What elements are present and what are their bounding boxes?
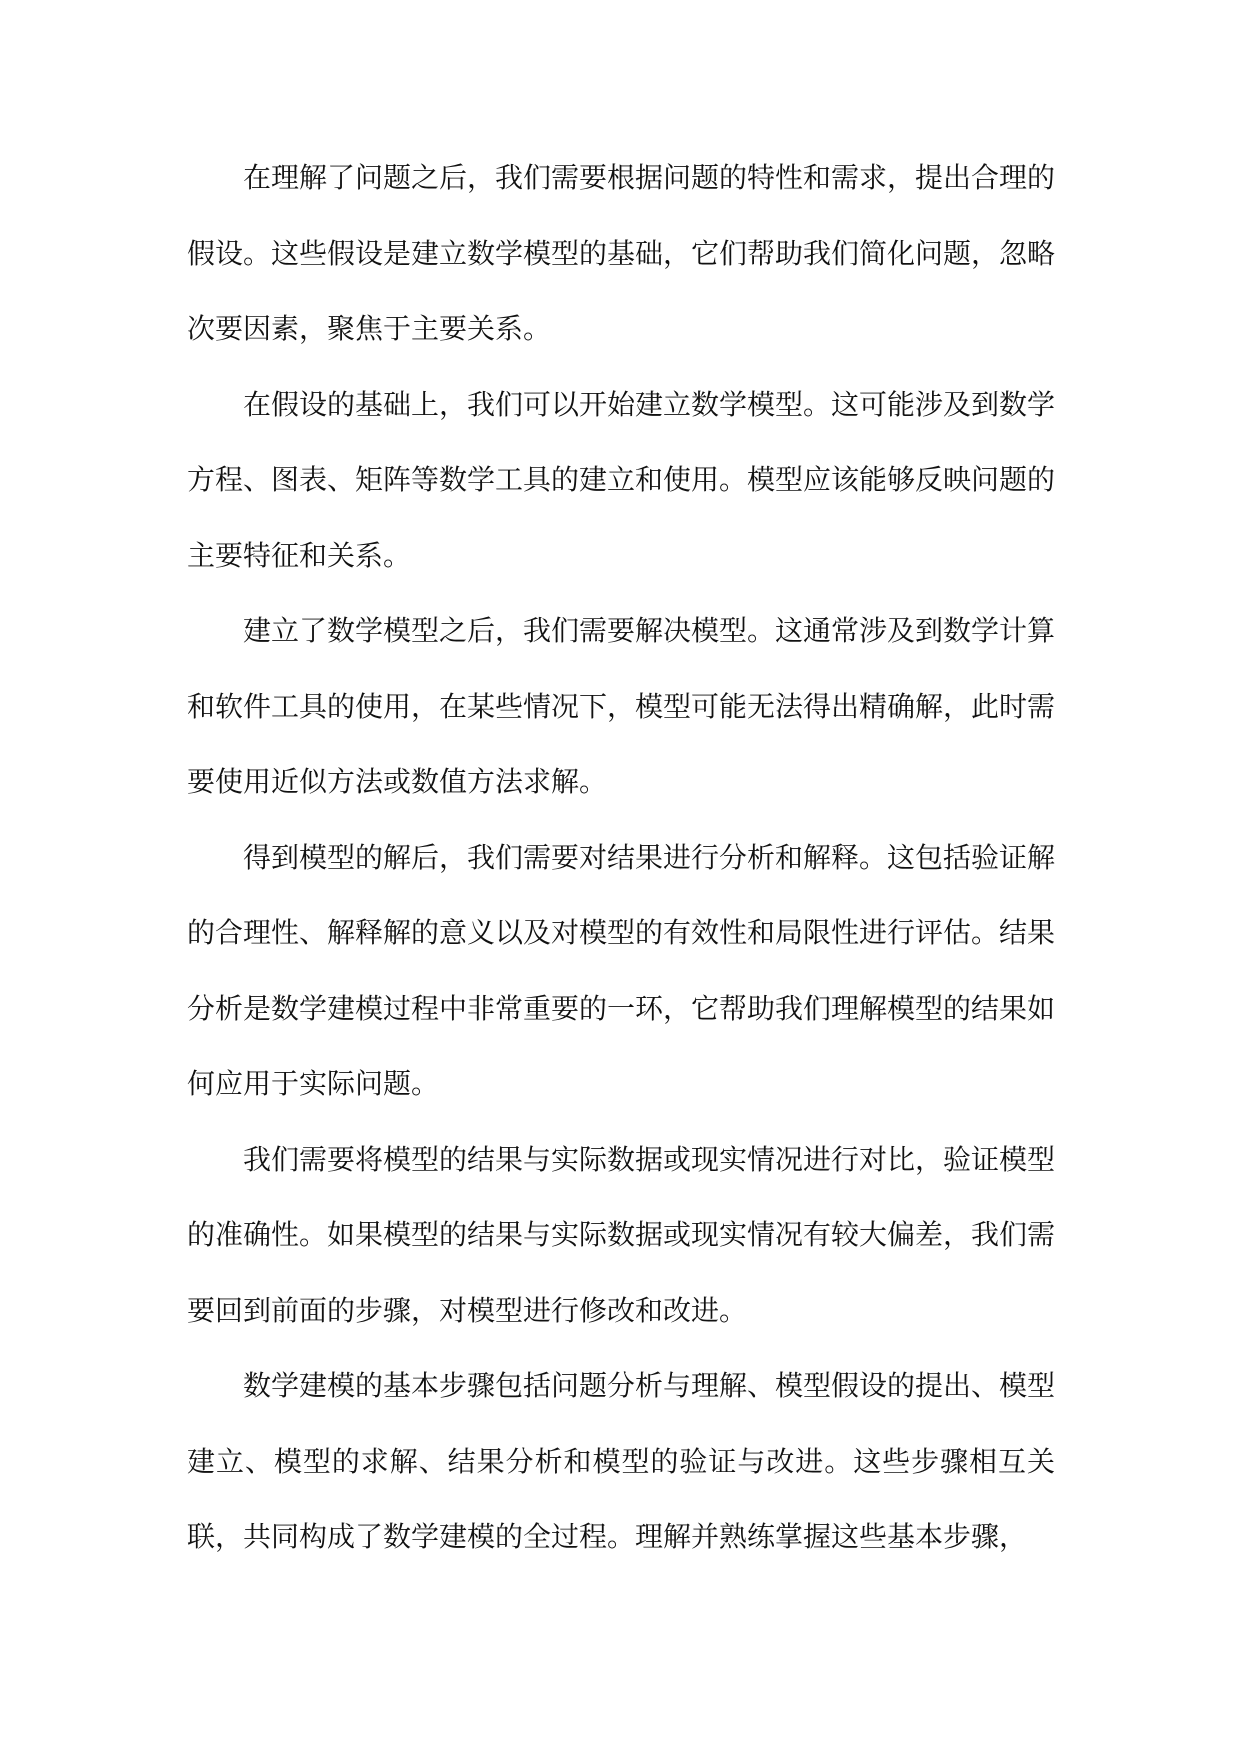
paragraph-assumptions: 在理解了问题之后，我们需要根据问题的特性和需求，提出合理的假设。这些假设是建立数学模型的基础，它们帮助我们简化问题，忽略次要因素，聚焦于主要关系。 [187, 161, 1056, 345]
document-body [187, 140, 1055, 1575]
paragraph-model-validation: 我们需要将模型的结果与实际数据或现实情况进行对比，验证模型的准确性。如果模型的结果与实际数据或现实情况有较大偏差，我们需要回到前面的步骤，对模型进行修改和改进。 [187, 1142, 1056, 1327]
paragraph-model-building: 在假设的基础上，我们可以开始建立数学模型。这可能涉及到数学方程、图表、矩阵等数学工具的建立和使用。模型应该能够反映问题的主要特征和关系。 [187, 387, 1056, 572]
paragraph-result-analysis: 得到模型的解后，我们需要对结果进行分析和解释。这包括验证解的合理性、解释解的意义以及对模型的有效性和局限性进行评估。结果分析是数学建模过程中非常重要的一环，它帮助我们理解模型的结果如何应用于实际问题。 [187, 840, 1056, 1100]
paragraph-model-solving: 建立了数学模型之后，我们需要解决模型。这通常涉及到数学计算和软件工具的使用，在某些情况下，模型可能无法得出精确解，此时需要使用近似方法或数值方法求解。 [187, 614, 1056, 798]
paragraph-summary: 数学建模的基本步骤包括问题分析与理解、模型假设的提出、模型建立、模型的求解、结果分析和模型的验证与改进。这些步骤相互关联，共同构成了数学建模的全过程。理解并熟练掌握这些基本步骤， [187, 1369, 1056, 1553]
